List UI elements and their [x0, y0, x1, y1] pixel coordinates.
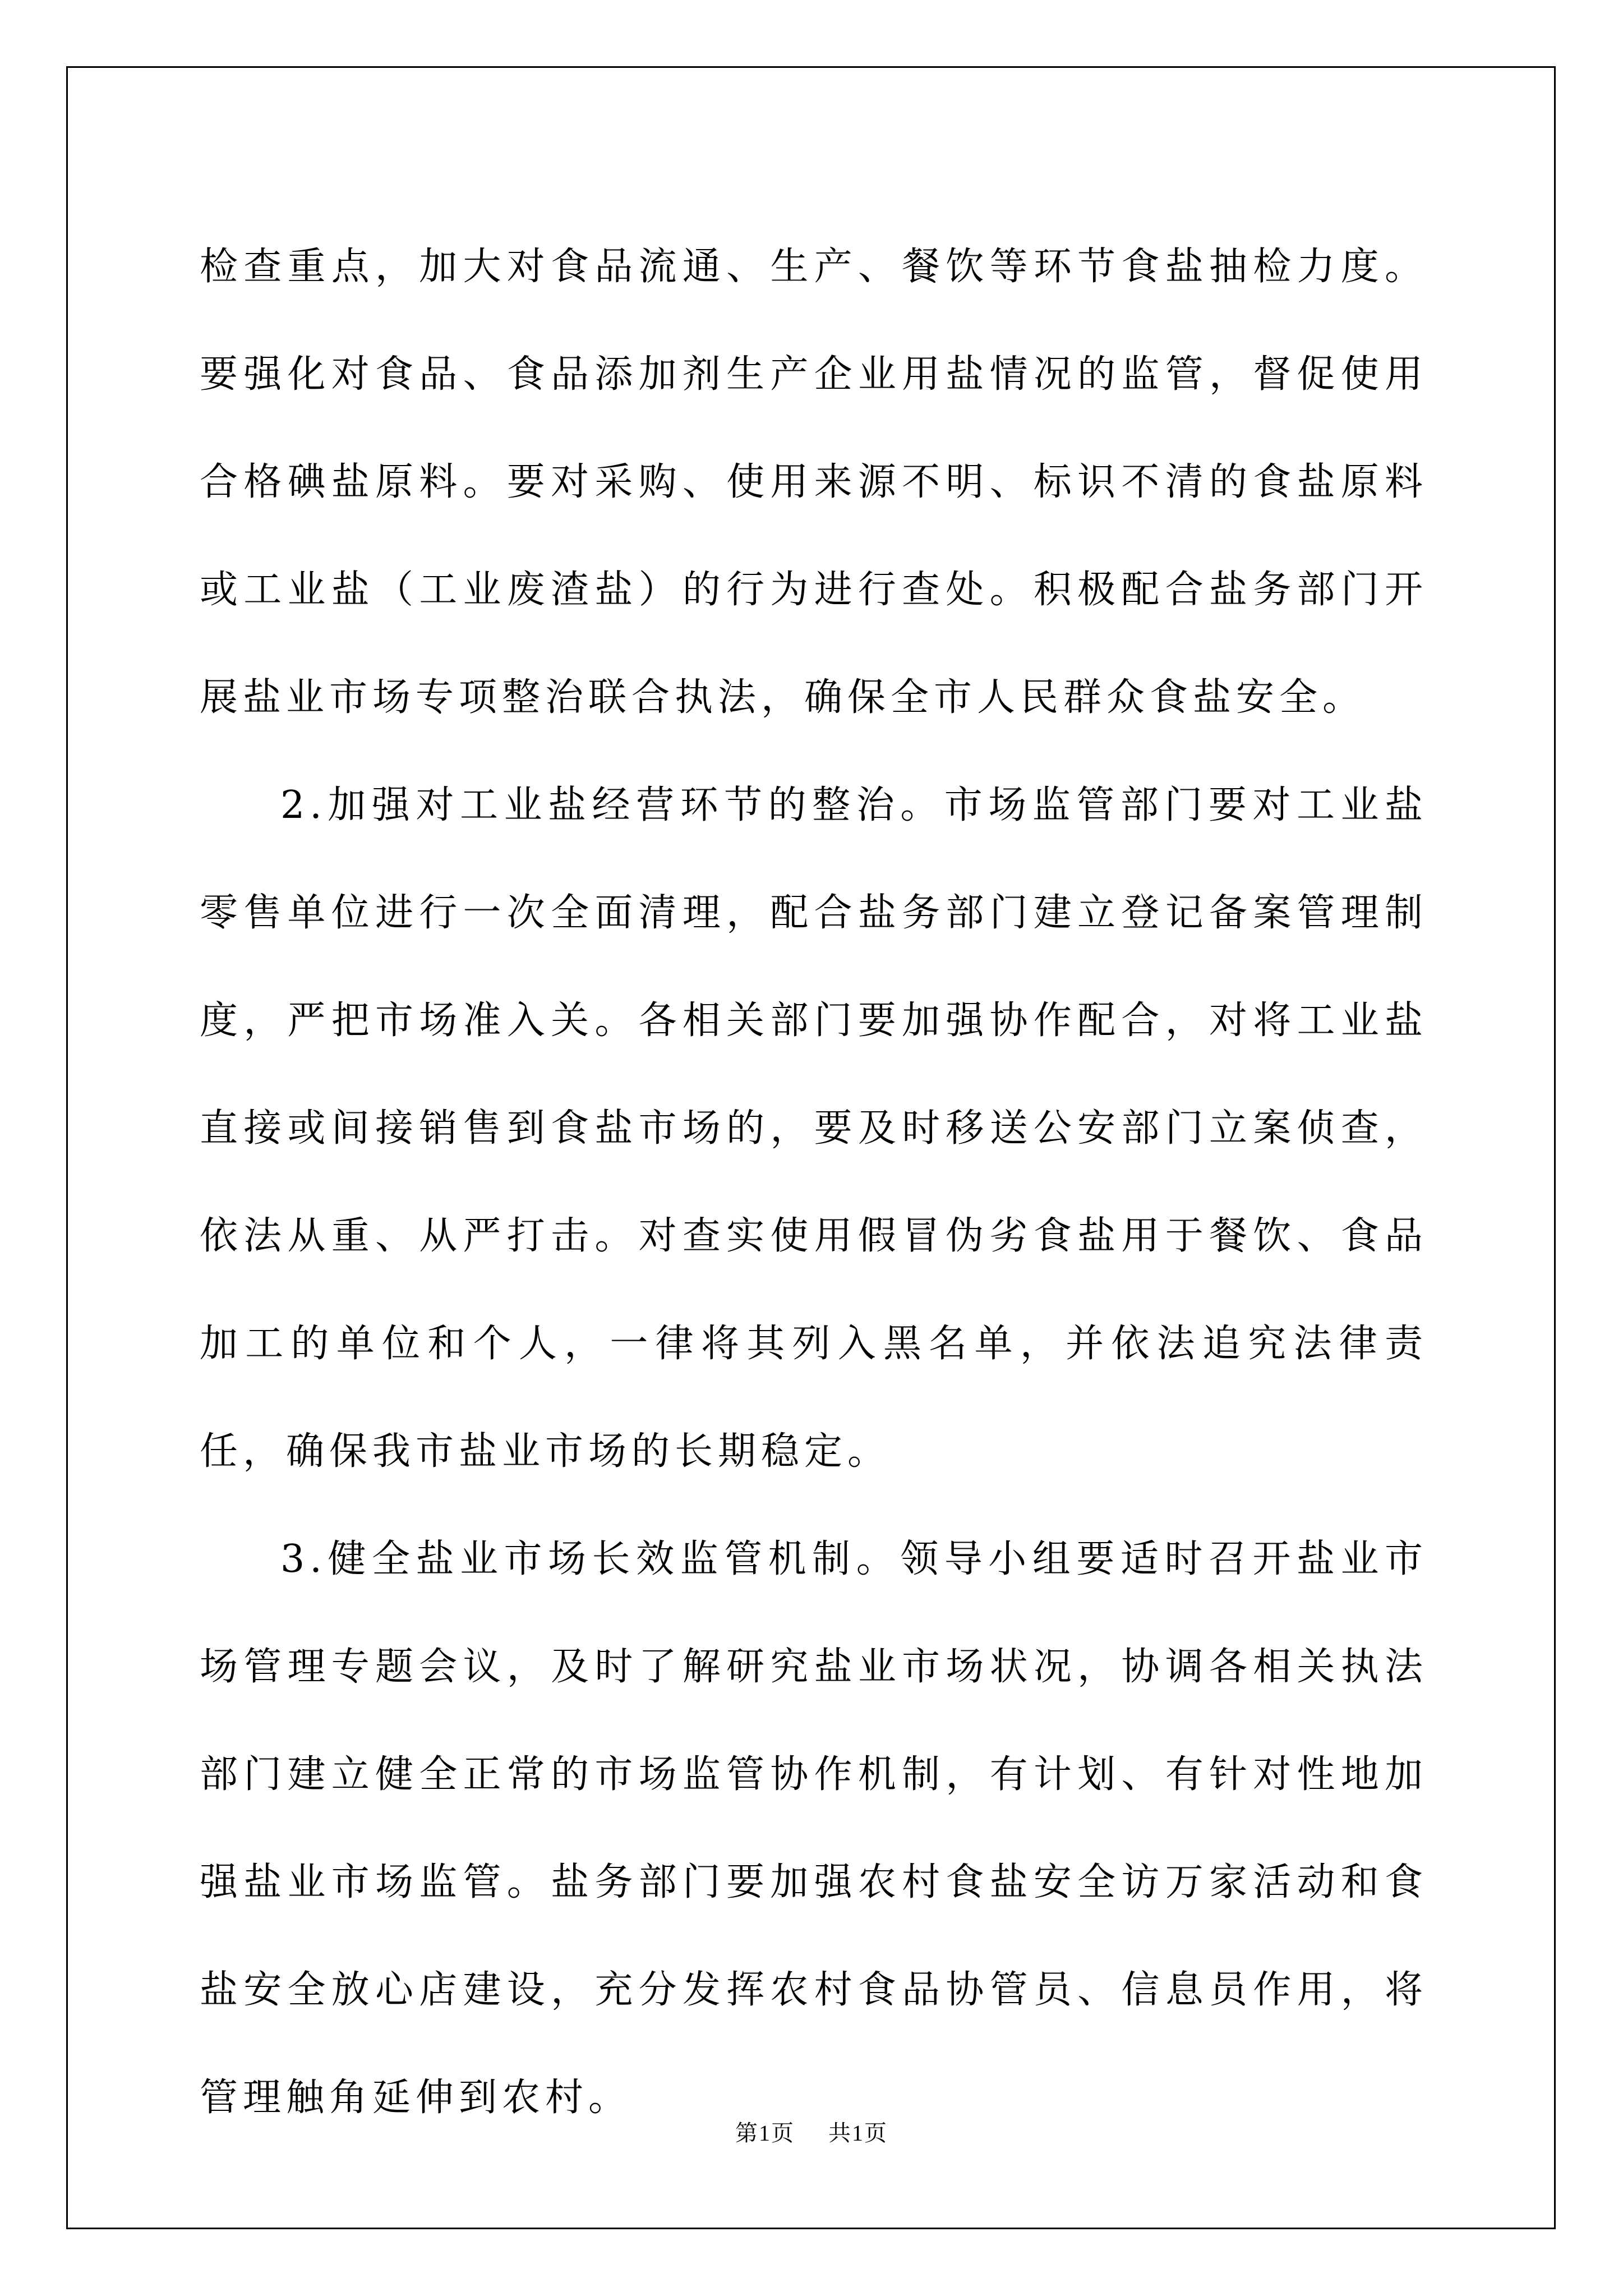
page-number: 第1页 [735, 2120, 795, 2146]
document-body [200, 213, 1428, 2152]
paragraph-item-2: 2.加强对工业盐经营环节的整治。市场监管部门要对工业盐零售单位进行一次全面清理，配合盐务部门建立登记备案管理制度，严把市场准入关。各相关部门要加强协作配合，对将工业盐直接或间接销售到食盐市场的，要及时移送公安部门立案侦查，依法从重、从严打击。对查实使用假冒伪劣食盐用于餐饮、食品加工的单位和个人，一律将其列入黑名单，并依法追究法律责任，确保我市盐业市场的长期稳定。 [200, 783, 1428, 1474]
page-footer [0, 2119, 1623, 2147]
paragraph-continued: 检查重点，加大对食品流通、生产、餐饮等环节食盐抽检力度。要强化对食品、食品添加剂生产企业用盐情况的监管，督促使用合格碘盐原料。要对采购、使用来源不明、标识不清的食盐原料或工业盐（工业废渣盐）的行为进行查处。积极配合盐务部门开展盐业市场专项整治联合执法，确保全市人民群众食盐安全。 [200, 245, 1428, 720]
paragraph-item-3: 3.健全盐业市场长效监管机制。领导小组要适时召开盐业市场管理专题会议，及时了解研究盐业市场状况，协调各相关执法部门建立健全正常的市场监管协作机制，有计划、有针对性地加强盐业市场监管。盐务部门要加强农村食盐安全访万家活动和食盐安全放心店建设，充分发挥农村食品协管员、信息员作用，将管理触角延伸到农村。 [200, 1537, 1428, 2120]
page-total: 共1页 [828, 2120, 888, 2146]
